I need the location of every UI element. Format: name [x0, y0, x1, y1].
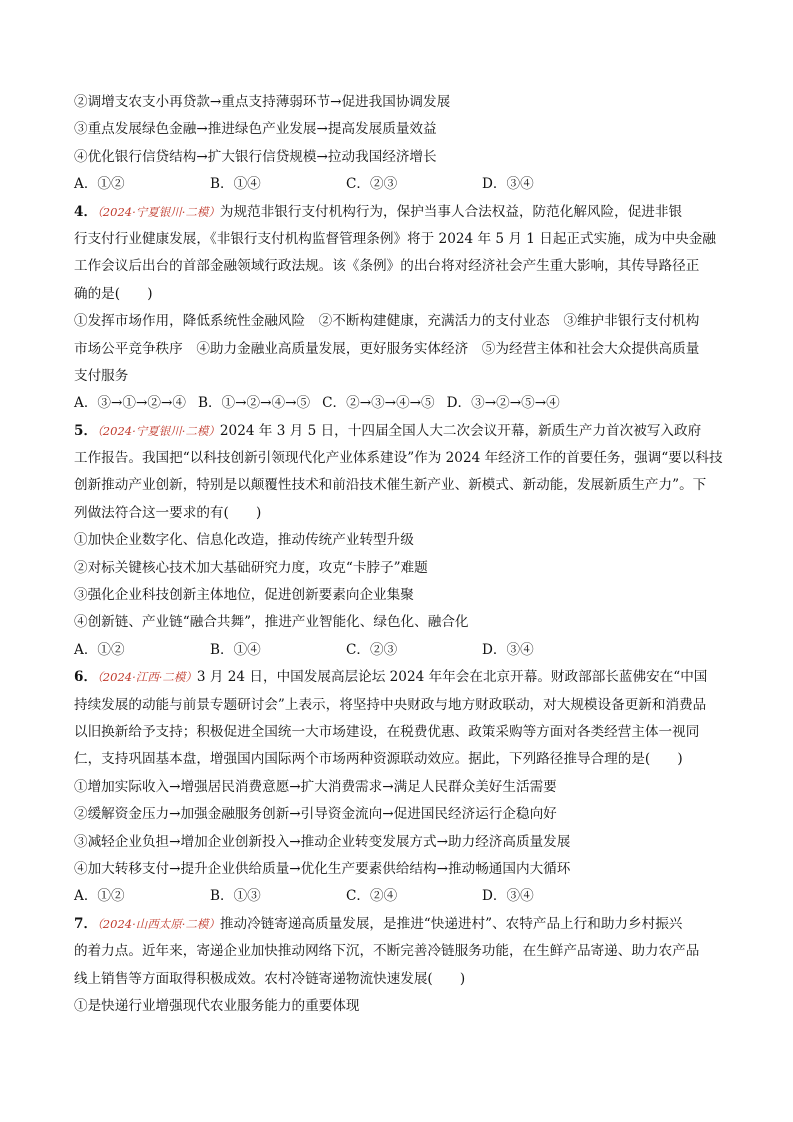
option-a[interactable]: A．①②: [74, 176, 125, 193]
option-b[interactable]: B．①④: [210, 641, 261, 658]
answer-options: [74, 390, 724, 417]
statement: 市场公平竞争秩序 ④助力金融业高质量发展，更好服务实体经济 ⑤为经营主体和社会大众提供高质量: [74, 340, 700, 357]
question-stem-line: 以旧换新给予支持；积极促进全国统一大市场建设，在税费优惠、政策采购等方面对各类经营主体一视同: [74, 723, 700, 740]
option-d[interactable]: D．③④: [482, 176, 534, 193]
question-4: [74, 199, 724, 418]
question-source: （2024·宁夏银川·二模）: [97, 423, 220, 438]
statement: ①发挥市场作用，降低系统性金融风险 ②不断构建健康，充满活力的支付业态 ③维护非银行支付机构: [74, 313, 700, 330]
answer-options: [74, 171, 724, 198]
stem-text: 3 月 24 日，中国发展高层论坛 2024 年年会在北京开幕。财政部部长蓝佛安在“中国: [196, 669, 708, 686]
question-number: 5．: [74, 422, 98, 439]
question-number: 6．: [74, 669, 98, 686]
question-stem-line: 确的是( ): [74, 285, 153, 302]
question-5: [74, 418, 724, 665]
question-stem-line: 列做法符合这一要求的有( ): [74, 504, 262, 521]
answer-options: [74, 883, 724, 910]
statement: ④创新链、产业链“融合共舞”，推进产业智能化、绿色化、融合化: [74, 614, 469, 631]
answer-options: [74, 637, 724, 664]
option-b[interactable]: B．①④: [210, 176, 261, 193]
question-source: （2024·江西·二模）: [97, 670, 197, 685]
statement: ④优化银行信贷结构→扩大银行信贷规模→拉动我国经济增长: [74, 148, 437, 165]
page-content: [74, 89, 724, 1020]
stem-text: 2024 年 3 月 5 日，十四届全国人大二次会议开幕，新质生产力首次被写入政府: [219, 422, 702, 439]
question-stem-line: 线上销售等方面取得积极成效。农村冷链寄递物流快速发展( ): [74, 970, 466, 987]
question-stem-line: [74, 664, 724, 691]
statement: ③重点发展绿色金融→推进绿色产业发展→提高发展质量效益: [74, 121, 437, 138]
option-a[interactable]: A．①②: [74, 641, 125, 658]
statement: ②对标关键核心技术加大基础研究力度，攻克“卡脖子”难题: [74, 559, 428, 576]
option-c[interactable]: C．②③: [346, 641, 398, 658]
question-stem-line: [74, 911, 724, 938]
question-stem-line: 行支付行业健康发展，《非银行支付机构监督管理条例》将于 2024 年 5 月 1 日起正式实施，成为中央金融: [74, 230, 716, 247]
question-stem-line: 仁，支持巩固基本盘，增强国内国际两个市场两种资源联动效应。据此，下列路径推导合理的是( ): [74, 751, 683, 768]
statement: ②缓解资金压力→加强金融服务创新→引导资金流向→促进国民经济运行企稳向好: [74, 806, 557, 823]
question-7: [74, 911, 724, 1021]
option-c[interactable]: C．②④: [346, 888, 398, 905]
statement: ①加快企业数字化、信息化改造，推动传统产业转型升级: [74, 532, 414, 549]
stem-text: 推动冷链寄递高质量发展，是推进“快递进村”、农特产品上行和助力乡村振兴: [219, 915, 683, 932]
question-source: （2024·宁夏银川·二模）: [97, 204, 220, 219]
question-number: 4．: [74, 203, 98, 220]
question-stem-line: 持续发展的动能与前景专题研讨会”上表示，将坚持中央财政与地方财政联动，对大规模设备更新和消费品: [74, 696, 707, 713]
question-stem-line: [74, 199, 724, 226]
option-d[interactable]: D．③④: [482, 641, 534, 658]
question-3-tail: [74, 89, 724, 199]
question-stem-line: 工作报告。我国把“以科技创新引领现代化产业体系建设”作为 2024 年经济工作的首要任务，强调“要以科技: [74, 450, 723, 467]
question-stem-line: 的着力点。近年来，寄递企业加快推动网络下沉，不断完善冷链服务功能，在生鲜产品寄递、助力农产品: [74, 943, 700, 960]
statement: ③减轻企业负担→增加企业创新投入→推动企业转变发展方式→助力经济高质量发展: [74, 833, 571, 850]
stem-text: 为规范非银行支付机构行为，保护当事人合法权益，防范化解风险，促进非银: [219, 203, 683, 220]
option-b[interactable]: B．①→②→④→⑤: [197, 395, 311, 412]
option-c[interactable]: C．②③: [346, 176, 398, 193]
question-stem-line: 工作会议后出台的首部金融领域行政法规。该《条例》的出台将对经济社会产生重大影响，其传导路径正: [74, 258, 700, 275]
option-b[interactable]: B．①③: [210, 888, 261, 905]
question-6: [74, 664, 724, 911]
option-d[interactable]: D．③→②→⑤→④: [446, 395, 560, 412]
question-source: （2024·山西太原·二模）: [97, 916, 220, 931]
statement: ②调增支农支小再贷款→重点支持薄弱环节→促进我国协调发展: [74, 94, 451, 110]
statement: ③强化企业科技创新主体地位，促进创新要素向企业集聚: [74, 587, 414, 604]
statement: ④加大转移支付→提升企业供给质量→优化生产要素供给结构→推动畅通国内大循环: [74, 860, 571, 877]
statement: ①是快递行业增强现代农业服务能力的重要体现: [74, 997, 360, 1014]
option-d[interactable]: D．③④: [482, 888, 534, 905]
statement: ①增加实际收入→增强居民消费意愿→扩大消费需求→满足人民群众美好生活需要: [74, 778, 557, 795]
question-stem-line: 创新推动产业创新，特别是以颠覆性技术和前沿技术催生新产业、新模式、新动能，发展新质生产力”。下: [74, 477, 707, 494]
option-a[interactable]: A．③→①→②→④: [74, 395, 186, 412]
question-stem-line: [74, 418, 724, 445]
option-c[interactable]: C．②→③→④→⑤: [322, 395, 435, 412]
option-a[interactable]: A．①②: [74, 888, 125, 905]
statement: 支付服务: [74, 367, 129, 384]
question-number: 7．: [74, 915, 98, 932]
